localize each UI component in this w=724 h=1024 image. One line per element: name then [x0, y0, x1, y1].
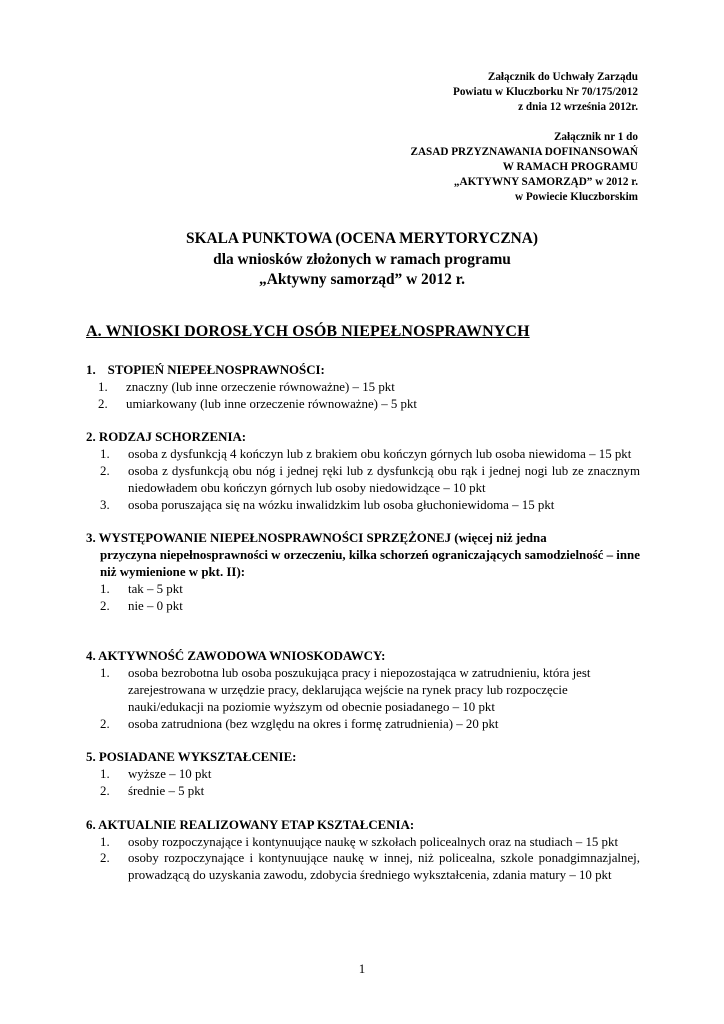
- list-item: 1. osoby rozpoczynające i kontynuujące naukę w szkołach policealnych oraz na studiach – 15 pkt: [100, 834, 619, 849]
- attachment-header: [410, 70, 638, 205]
- document-title: [0, 229, 724, 291]
- header-line: z dnia 12 września 2012r.: [518, 101, 638, 113]
- category-title: STOPIEŃ NIEPEŁNOSPRAWNOŚCI:: [107, 363, 325, 377]
- category-heading: 6. AKTUALNIE REALIZOWANY ETAP KSZTAŁCENIA:: [86, 817, 415, 832]
- category-number: 1.: [86, 363, 96, 377]
- list-item: 2. średnie – 5 pkt: [100, 783, 205, 798]
- list-item: 2. umiarkowany (lub inne orzeczenie równoważne) – 5 pkt: [98, 396, 418, 411]
- list-item: 1. osoba z dysfunkcją 4 kończyn lub z brakiem obu kończyn górnych lub osoba niewidoma – 15 pkt: [100, 447, 632, 462]
- header-line: „AKTYWNY SAMORZĄD” w 2012 r.: [453, 176, 638, 188]
- header-line: w Powiecie Kluczborskim: [514, 191, 638, 203]
- list-item: 2. osoby rozpoczynające i kontynuujące naukę w innej, niż policealna, szkole ponadgimnazjalnej, prowadzącą do uzyskania zawodu, zdobycia średniego wykształcenia, zdania matury – 10 pkt: [100, 851, 640, 883]
- criteria-list: [86, 581, 640, 615]
- list-item: 1. wyższe – 10 pkt: [100, 767, 212, 782]
- header-line: Załącznik do Uchwały Zarządu: [487, 71, 638, 83]
- list-item: 2. osoba zatrudniona (bez względu na okres i formę zatrudnienia) – 20 pkt: [100, 716, 499, 731]
- title-line: dla wniosków złożonych w ramach programu: [213, 250, 511, 268]
- list-item: 1. osoba bezrobotna lub osoba poszukująca pracy i niepozostająca w zatrudnieniu, która jest zarejestrowana w urzędzie pracy, deklarująca wejście na rynek pracy lub rozpoczęcie nauki/edukacji na poziomie wyższym od obecnie posiadanego – 10 pkt: [100, 666, 591, 714]
- list-item: 1. znaczny (lub inne orzeczenie równoważne) – 15 pkt: [98, 379, 395, 394]
- title-line: SKALA PUNKTOWA (OCENA MERYTORYCZNA): [186, 230, 538, 247]
- category-heading: 3. WYSTĘPOWANIE NIEPEŁNOSPRAWNOŚCI SPRZĘŻONEJ (więcej niż jedna: [86, 531, 547, 546]
- list-item: 3. osoba poruszająca się na wózku inwalidzkim lub osoba głuchoniewidoma – 15 pkt: [100, 497, 555, 512]
- header-line: Powiatu w Kluczborku Nr 70/175/2012: [452, 86, 638, 98]
- category-heading: 2. RODZAJ SCHORZENIA:: [86, 430, 247, 445]
- header-line: ZASAD PRZYZNAWANIA DOFINANSOWAŃ: [410, 146, 638, 158]
- criteria-list: [86, 834, 640, 884]
- list-item: 1. tak – 5 pkt: [100, 581, 183, 596]
- scoring-content: [86, 362, 640, 884]
- category-heading-continuation: przyczyna niepełnosprawności w orzeczeniu, kilka schorzeń ograniczających samodzielność – inne niż wymienione w pkt. II):: [100, 548, 640, 579]
- category-heading: [86, 362, 640, 379]
- list-item: 2. nie – 0 pkt: [100, 598, 183, 613]
- section-heading: A. WNIOSKI DOROSŁYCH OSÓB NIEPEŁNOSPRAWNYCH: [86, 323, 530, 340]
- page-number: 1: [358, 962, 366, 976]
- criteria-list: [86, 379, 640, 413]
- criteria-list: [86, 446, 640, 513]
- criteria-list: [86, 665, 640, 732]
- header-line: Załącznik nr 1 do: [553, 131, 638, 143]
- header-line: W RAMACH PROGRAMU: [502, 161, 638, 173]
- category-heading: 5. POSIADANE WYKSZTAŁCENIE:: [86, 750, 297, 765]
- category-heading: 4. AKTYWNOŚĆ ZAWODOWA WNIOSKODAWCY:: [86, 649, 386, 664]
- list-item: 2. osoba z dysfunkcją obu nóg i jednej ręki lub z dysfunkcją obu rąk i jednej nogi lub ze znacznym niedowładem obu kończyn górnych lub osoby niedowidzące – 10 pkt: [100, 463, 640, 495]
- title-line: „Aktywny samorząd” w 2012 r.: [259, 271, 465, 288]
- criteria-list: [86, 766, 640, 800]
